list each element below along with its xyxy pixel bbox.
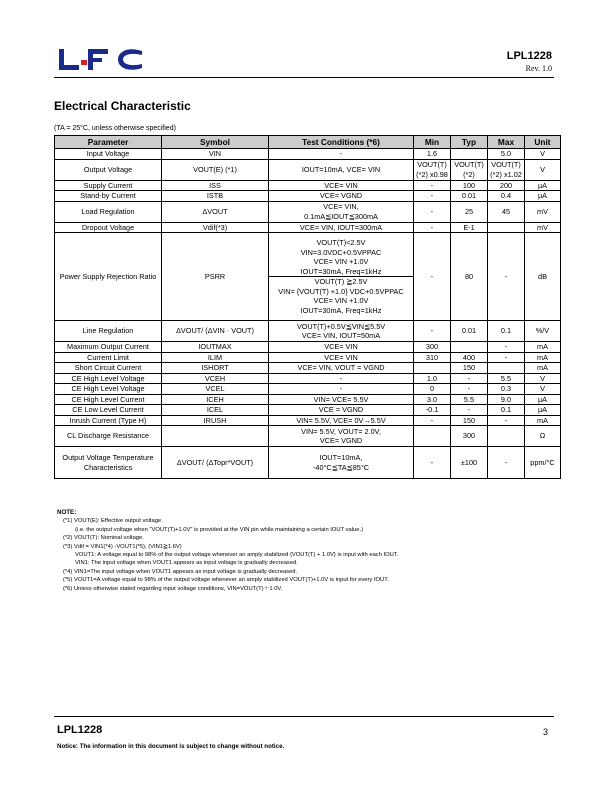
cell-symbol: ΔVOUT/ (ΔTopr*VOUT)	[162, 447, 269, 479]
cell-max: 0.3	[488, 384, 525, 395]
cell-parameter: Power Supply Rejection Ratio	[55, 233, 162, 321]
cell-parameter: Dropout Voltage	[55, 222, 162, 233]
cell-max: 0.1	[488, 321, 525, 342]
cell-test-conditions	[269, 180, 414, 191]
test-condition-line: VCE= VIN +1.0V	[313, 296, 369, 305]
cell-max: 5.0	[488, 149, 525, 160]
table-row	[55, 447, 561, 479]
cell-max: VOUT(T) (*2) x1.02	[488, 159, 525, 180]
cell-symbol: VOUT(E) (*1)	[162, 159, 269, 180]
footer-notice: Notice: The information in this document is subject to change without notice.	[57, 743, 285, 750]
cell-test-conditions	[269, 426, 414, 447]
cell-min: -	[414, 191, 451, 202]
test-condition-line: -	[339, 384, 343, 393]
notes-block	[57, 509, 398, 593]
table-row	[55, 394, 561, 405]
cell-symbol: ΔVOUT/ (ΔVIN · VOUT)	[162, 321, 269, 342]
cell-unit: Ω	[525, 426, 561, 447]
cell-test-conditions	[269, 352, 414, 363]
cell-parameter: Short Circuit Current	[55, 363, 162, 374]
cell-unit: V	[525, 384, 561, 395]
note-line: (*6) Unless otherwise stated regarding input voltage conditions, VIN=VOUT(T)＋1.0V.	[63, 585, 283, 592]
electrical-characteristics-table	[54, 135, 561, 479]
cell-parameter: Output Voltage	[55, 159, 162, 180]
table-row	[55, 233, 561, 321]
cell-unit: ppm/°C	[525, 447, 561, 479]
cell-typ: 0.01	[451, 191, 488, 202]
cell-unit: mV	[525, 201, 561, 222]
col-header-symbol: Symbol	[162, 136, 269, 149]
cell-min: -	[414, 201, 451, 222]
note-line: VIN1: The input voltage when VOUT1 appears as input voltage is gradually decreased.	[75, 560, 298, 567]
table-row	[55, 342, 561, 353]
table-row	[55, 363, 561, 374]
cell-symbol: VIN	[162, 149, 269, 160]
lfc-logo	[58, 46, 144, 72]
cell-test-conditions	[269, 447, 414, 479]
test-condition-line: IOUT=30mA, Freq=1kHz	[300, 266, 382, 276]
test-condition-line: VCE= VIN, IOUT=50mA	[301, 331, 381, 340]
cell-symbol: ΔVOUT	[162, 201, 269, 222]
cell-test-conditions	[269, 415, 414, 426]
cell-min: -	[414, 415, 451, 426]
cell-max: 0.4	[488, 191, 525, 202]
cell-max: -	[488, 342, 525, 353]
table-row	[55, 191, 561, 202]
cell-min: 310	[414, 352, 451, 363]
cell-max: 0.1	[488, 405, 525, 416]
col-header-unit: Unit	[525, 136, 561, 149]
table-row	[55, 159, 561, 180]
cell-test-conditions	[269, 222, 414, 233]
test-condition-block-a	[269, 238, 413, 276]
note-line: (*4) VIN1=The input voltage when VOUT1 appears as input voltage is gradually decreased.	[63, 568, 298, 575]
cell-test-conditions	[269, 149, 414, 160]
table-row	[55, 373, 561, 384]
note-line: VOUT1: A voltage equal to 98% of the output voltage whenever an amply stabilized {VOUT(T) + 1.0V} is input with each IOUT.	[75, 552, 399, 559]
cell-test-conditions	[269, 394, 414, 405]
cell-test-conditions	[269, 201, 414, 222]
cell-parameter: Inrush Current (Type H)	[55, 415, 162, 426]
test-condition-line: VCE= VIN, IOUT=300mA	[299, 222, 383, 232]
cell-unit: µA	[525, 191, 561, 202]
cell-test-conditions	[269, 405, 414, 416]
cell-test-conditions	[269, 233, 414, 321]
cell-test-conditions	[269, 373, 414, 384]
cell-typ: 5.5	[451, 394, 488, 405]
cell-typ: VOUT(T) (*2)	[451, 159, 488, 180]
cell-symbol: ISTB	[162, 191, 269, 202]
cell-parameter: Supply Current	[55, 180, 162, 191]
cell-unit: µA	[525, 394, 561, 405]
cell-typ: 400	[451, 352, 488, 363]
footer-model: LPL1228	[57, 724, 103, 736]
test-condition-line: VCE= VIN	[324, 352, 358, 362]
cell-parameter: Current Limit	[55, 352, 162, 363]
header-revision: Rev. 1.0	[525, 64, 552, 73]
cell-parameter: Input Voltage	[55, 149, 162, 160]
cell-test-conditions	[269, 191, 414, 202]
cell-symbol	[162, 426, 269, 447]
section-title: Electrical Characteristic	[54, 99, 191, 113]
cell-typ: -	[451, 405, 488, 416]
note-line: (*5) VOUT1=A voltage equal to 98% of the output voltage whenever an amply stabilized VOUT(T)+1.0V is input for every IOUT.	[63, 577, 389, 584]
col-header-parameter: Parameter	[55, 136, 162, 149]
table-row	[55, 321, 561, 342]
cell-symbol: ISHORT	[162, 363, 269, 374]
cell-unit: dB	[525, 233, 561, 321]
conditions-note: (TA = 25°C, unless otherwise specified)	[54, 125, 176, 132]
cell-typ	[451, 342, 488, 353]
test-condition-line: IOUT=10mA,	[319, 453, 363, 462]
test-condition-line: VCE= VIN, VOUT = VGND	[297, 363, 385, 372]
cell-symbol: VCEH	[162, 373, 269, 384]
cell-test-conditions	[269, 363, 414, 374]
test-condition-line: VCE= VGND	[319, 191, 363, 200]
cell-typ: 25	[451, 201, 488, 222]
test-condition-line: VCE = VGND	[318, 405, 364, 414]
cell-test-conditions	[269, 159, 414, 180]
table-row	[55, 384, 561, 395]
cell-symbol: IRUSH	[162, 415, 269, 426]
cell-min: -0.1	[414, 405, 451, 416]
cell-test-conditions	[269, 384, 414, 395]
cell-min: -	[414, 222, 451, 233]
note-line: (*1) VOUT(E): Effective output voltage.	[63, 518, 163, 525]
cell-unit: µA	[525, 405, 561, 416]
cell-typ: 150	[451, 415, 488, 426]
table-row	[55, 352, 561, 363]
cell-test-conditions	[269, 321, 414, 342]
cell-typ: 80	[451, 233, 488, 321]
cell-min: 300	[414, 342, 451, 353]
cell-unit: mA	[525, 415, 561, 426]
cell-unit: mV	[525, 222, 561, 233]
cell-parameter: Maximum Output Current	[55, 342, 162, 353]
header-model: LPL1228	[506, 50, 552, 62]
cell-typ: E-1	[451, 222, 488, 233]
cell-unit: mA	[525, 342, 561, 353]
cell-max: 45	[488, 201, 525, 222]
cell-parameter: CE High Level Voltage	[55, 373, 162, 384]
table-row	[55, 415, 561, 426]
cell-symbol: ILIM	[162, 352, 269, 363]
cell-symbol: ISS	[162, 180, 269, 191]
cell-symbol: Vdif(*3)	[162, 222, 269, 233]
test-condition-line: VCE= VIN,	[323, 202, 359, 211]
cell-parameter: CE High Level Voltage	[55, 384, 162, 395]
test-condition-line: VOUT(T)<2.5V	[316, 238, 366, 247]
cell-typ: 100	[451, 180, 488, 191]
cell-unit: V	[525, 373, 561, 384]
cell-max	[488, 426, 525, 447]
cell-max: -	[488, 415, 525, 426]
cell-typ: 300	[451, 426, 488, 447]
test-condition-line: -	[339, 149, 343, 158]
cell-min	[414, 363, 451, 374]
cell-min: -	[414, 233, 451, 321]
cell-max: -	[488, 233, 525, 321]
cell-parameter: CE Low Level Current	[55, 405, 162, 416]
cell-unit: %/V	[525, 321, 561, 342]
cell-parameter: Stand-by Current	[55, 191, 162, 202]
cell-typ: 0.01	[451, 321, 488, 342]
test-condition-line: VIN= 5.5V, VOUT= 2.0V,	[301, 426, 381, 436]
col-header-min: Min	[414, 136, 451, 149]
cell-min: -	[414, 321, 451, 342]
cell-parameter: CE High Level Current	[55, 394, 162, 405]
cell-typ	[451, 149, 488, 160]
cell-max: -	[488, 352, 525, 363]
table-row	[55, 222, 561, 233]
footer-divider	[54, 716, 554, 717]
test-condition-line: VOUT(T)+0.5V≦VIN≦5.5V	[296, 321, 386, 331]
col-header-typ: Typ	[451, 136, 488, 149]
table-row	[55, 149, 561, 160]
cell-max	[488, 363, 525, 374]
note-line: (i.e. the output voltage when "VOUT(T)+1.0V" is provided at the VIN pin while maintaining a certain IOUT value.)	[75, 526, 364, 533]
table-row	[55, 405, 561, 416]
test-condition-line: -40°C≦TA≦85°C	[312, 462, 370, 472]
cell-min	[414, 426, 451, 447]
table-row	[55, 180, 561, 191]
cell-max: -	[488, 447, 525, 479]
cell-max: 5.5	[488, 373, 525, 384]
test-condition-line: -	[339, 373, 343, 383]
test-condition-line: IOUT=30mA, Freq=1kHz	[300, 305, 382, 315]
cell-test-conditions	[269, 342, 414, 353]
test-condition-block-b	[269, 276, 413, 315]
cell-typ: 150	[451, 363, 488, 374]
note-line: (*2) VOUT(T): Nominal voltage.	[63, 535, 144, 542]
cell-max: 9.0	[488, 394, 525, 405]
notes-lines	[57, 517, 398, 593]
cell-parameter: CL Discharge Resistance	[55, 426, 162, 447]
cell-symbol: ICEH	[162, 394, 269, 405]
table-row	[55, 201, 561, 222]
cell-max	[488, 222, 525, 233]
cell-parameter: Output Voltage Temperature Characteristics	[55, 447, 162, 479]
cell-parameter: Line Regulation	[55, 321, 162, 342]
cell-min: VOUT(T) (*2) x0.98	[414, 159, 451, 180]
cell-typ: -	[451, 384, 488, 395]
cell-typ: -	[451, 373, 488, 384]
cell-unit: mA	[525, 352, 561, 363]
test-condition-line: VIN= 5.5V, VCE= 0V→5.5V	[296, 415, 386, 425]
test-condition-line: 0.1mA≦IOUT≦300mA	[304, 211, 378, 221]
cell-min: 1.0	[414, 373, 451, 384]
col-header-max: Max	[488, 136, 525, 149]
cell-symbol: PSRR	[162, 233, 269, 321]
test-condition-line: VIN= {VOUT(T) +1.0} VDC+0.5VPPAC	[278, 286, 404, 296]
cell-unit: V	[525, 149, 561, 160]
cell-min: -	[414, 447, 451, 479]
cell-max: 200	[488, 180, 525, 191]
cell-unit: µA	[525, 180, 561, 191]
table-header-row	[55, 136, 561, 149]
test-condition-line: VCE= VIN	[324, 180, 358, 190]
cell-min: 0	[414, 384, 451, 395]
test-condition-line: VIN= VCE= 5.5V	[313, 394, 369, 404]
cell-unit: mA	[525, 363, 561, 374]
test-condition-line: VCE= VIN	[324, 342, 358, 351]
cell-min: 3.0	[414, 394, 451, 405]
header-divider	[54, 77, 554, 78]
cell-unit: V	[525, 159, 561, 180]
test-condition-line: VCE= VIN +1.0V	[313, 257, 369, 266]
page-number: 3	[542, 727, 548, 737]
cell-min: 1.6	[414, 149, 451, 160]
cell-typ: ±100	[451, 447, 488, 479]
test-condition-line: VOUT(T) ≧2.5V	[314, 277, 368, 286]
table-row	[55, 426, 561, 447]
test-condition-line: IOUT=10mA, VCE= VIN	[301, 164, 381, 174]
cell-parameter: Load Regulation	[55, 201, 162, 222]
table-body	[55, 149, 561, 479]
test-condition-line: VIN=3.0VDC+0.5VPPAC	[300, 247, 382, 257]
cell-symbol: IOUTMAX	[162, 342, 269, 353]
cell-symbol: VCEL	[162, 384, 269, 395]
notes-heading: NOTE:	[57, 509, 77, 516]
test-condition-line: VCE= VGND	[319, 436, 363, 445]
cell-min: -	[414, 180, 451, 191]
note-line: (*3) Vdif = VIN1(*4) -VOUT1(*5), (VIN1≧1.6V)	[63, 543, 182, 550]
col-header-test-conditions: Test Conditions (*6)	[269, 136, 414, 149]
cell-symbol: ICEL	[162, 405, 269, 416]
